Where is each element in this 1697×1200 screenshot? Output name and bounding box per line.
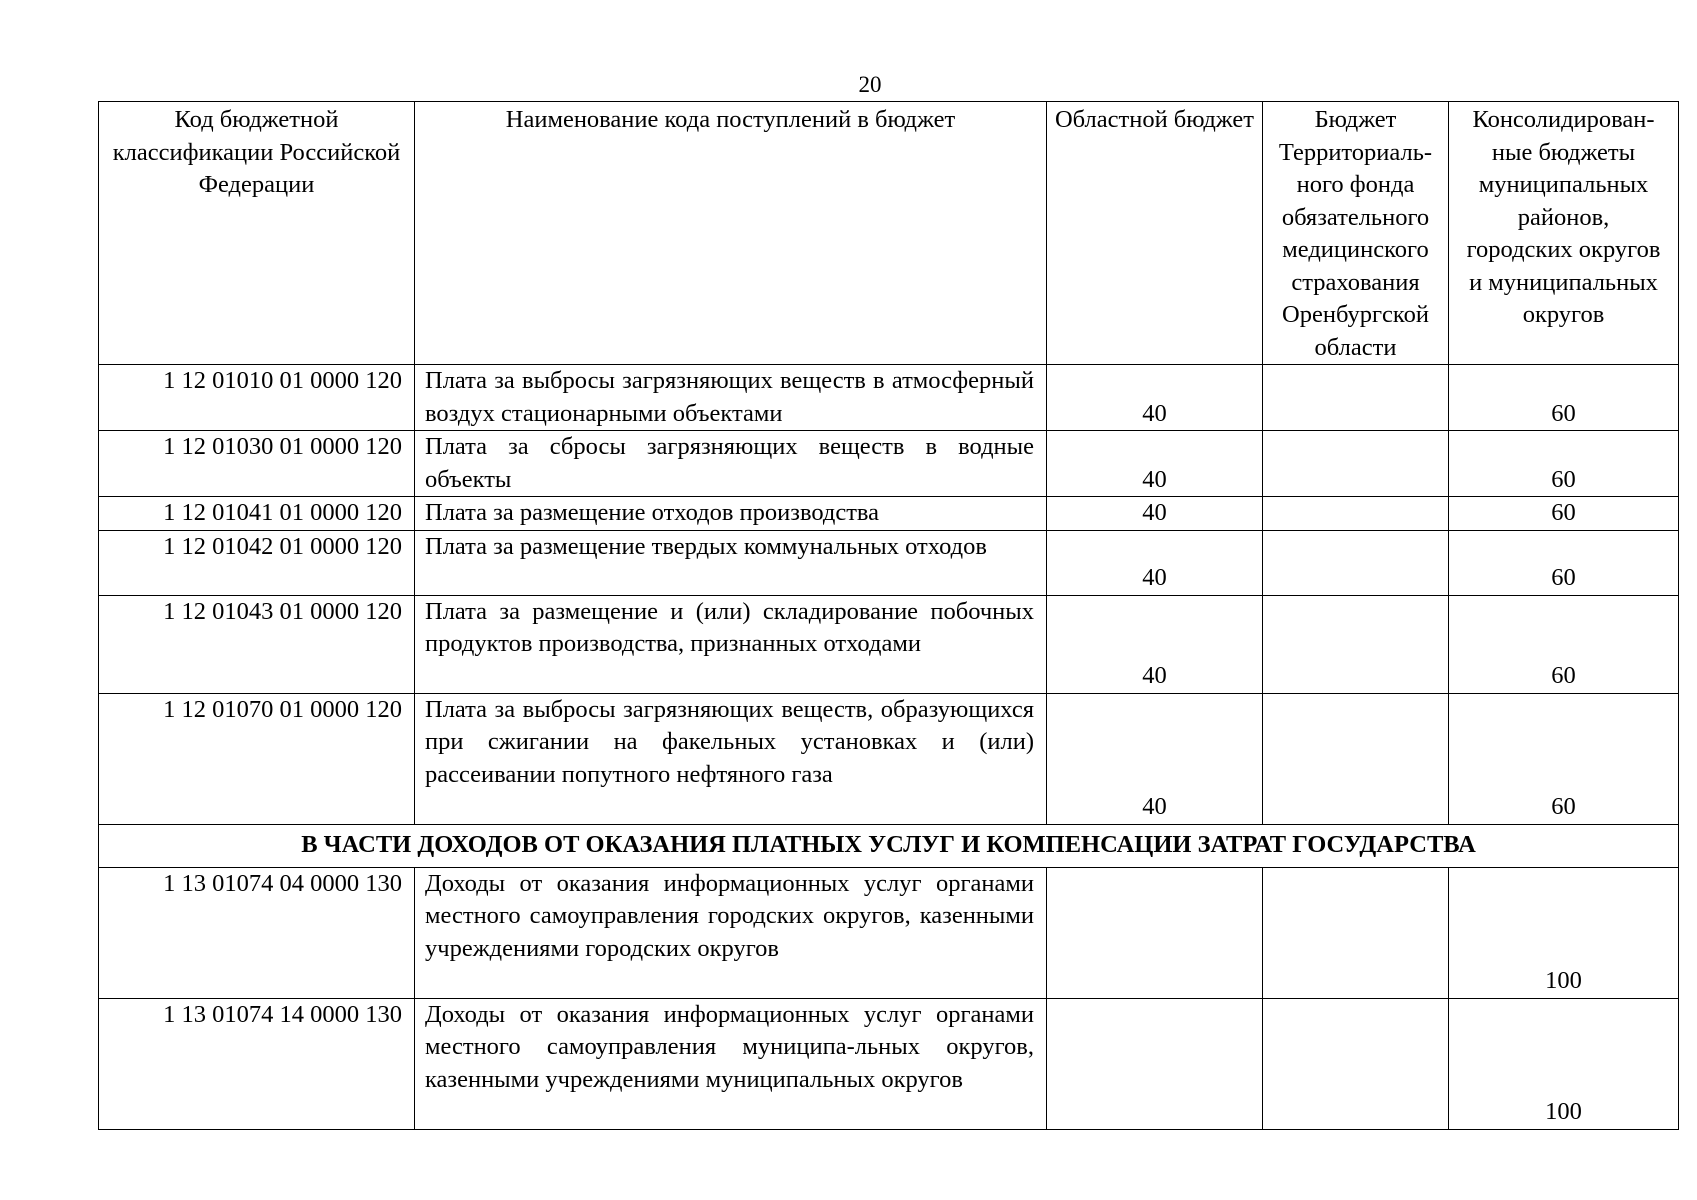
page-number: 20 (858, 72, 882, 97)
row-fund (1263, 595, 1449, 693)
row-municipal: 60 (1449, 431, 1679, 497)
row-regional: 40 (1047, 497, 1263, 531)
row-municipal: 60 (1449, 530, 1679, 595)
row-municipal: 100 (1449, 998, 1679, 1129)
section-row (99, 824, 1679, 867)
row-code: 1 12 01042 01 0000 120 (99, 530, 415, 595)
row-name: Плата за размещение и (или) складирование побочных продуктов производства, признанных отходами (415, 595, 1047, 693)
row-name: Плата за размещение отходов производства (415, 497, 1047, 531)
table-row (99, 497, 1679, 531)
row-municipal: 60 (1449, 693, 1679, 824)
budget-distribution-table (98, 101, 1679, 1130)
table-row (99, 530, 1679, 595)
header-fund-budget: Бюджет Территориаль-ного фонда обязательного медицинского страхования Оренбургской области (1263, 102, 1449, 365)
table-row (99, 595, 1679, 693)
row-fund (1263, 530, 1449, 595)
row-municipal: 60 (1449, 365, 1679, 431)
table-row (99, 998, 1679, 1129)
row-name: Плата за размещение твердых коммунальных отходов (415, 530, 1047, 595)
row-regional (1047, 867, 1263, 998)
row-municipal: 60 (1449, 497, 1679, 531)
row-regional: 40 (1047, 595, 1263, 693)
row-fund (1263, 998, 1449, 1129)
row-name: Доходы от оказания информационных услуг органами местного самоуправления муниципа-льных округов, казенными учреждениями муниципальных округов (415, 998, 1047, 1129)
row-regional: 40 (1047, 530, 1263, 595)
row-regional: 40 (1047, 693, 1263, 824)
row-code: 1 13 01074 04 0000 130 (99, 867, 415, 998)
row-fund (1263, 365, 1449, 431)
table-header-row (99, 102, 1679, 365)
row-regional: 40 (1047, 431, 1263, 497)
row-code: 1 12 01030 01 0000 120 (99, 431, 415, 497)
row-code: 1 12 01070 01 0000 120 (99, 693, 415, 824)
row-fund (1263, 867, 1449, 998)
row-fund (1263, 431, 1449, 497)
header-name: Наименование кода поступлений в бюджет (415, 102, 1047, 365)
row-code: 1 12 01043 01 0000 120 (99, 595, 415, 693)
row-municipal: 60 (1449, 595, 1679, 693)
row-name: Плата за сбросы загрязняющих веществ в водные объекты (415, 431, 1047, 497)
table-row (99, 693, 1679, 824)
header-municipal-budgets: Консолидирован- ные бюджеты муниципальных районов, городских округов и муниципальных округов (1449, 102, 1679, 365)
table-row (99, 867, 1679, 998)
row-code: 1 12 01010 01 0000 120 (99, 365, 415, 431)
row-name: Плата за выбросы загрязняющих веществ, образующихся при сжигании на факельных установках и (или) рассеивании попутного нефтяного газа (415, 693, 1047, 824)
header-regional-budget: Областной бюджет (1047, 102, 1263, 365)
row-code: 1 13 01074 14 0000 130 (99, 998, 415, 1129)
row-name: Плата за выбросы загрязняющих веществ в атмосферный воздух стационарными объектами (415, 365, 1047, 431)
row-regional: 40 (1047, 365, 1263, 431)
header-code: Код бюджетной классификации Российской Федерации (99, 102, 415, 365)
row-fund (1263, 693, 1449, 824)
table-row (99, 431, 1679, 497)
row-code: 1 12 01041 01 0000 120 (99, 497, 415, 531)
row-municipal: 100 (1449, 867, 1679, 998)
section-title: В ЧАСТИ ДОХОДОВ ОТ ОКАЗАНИЯ ПЛАТНЫХ УСЛУГ И КОМПЕНСАЦИИ ЗАТРАТ ГОСУДАРСТВА (99, 824, 1679, 867)
row-regional (1047, 998, 1263, 1129)
row-fund (1263, 497, 1449, 531)
row-name: Доходы от оказания информационных услуг органами местного самоуправления городских округов, казенными учреждениями городских округов (415, 867, 1047, 998)
table-row (99, 365, 1679, 431)
